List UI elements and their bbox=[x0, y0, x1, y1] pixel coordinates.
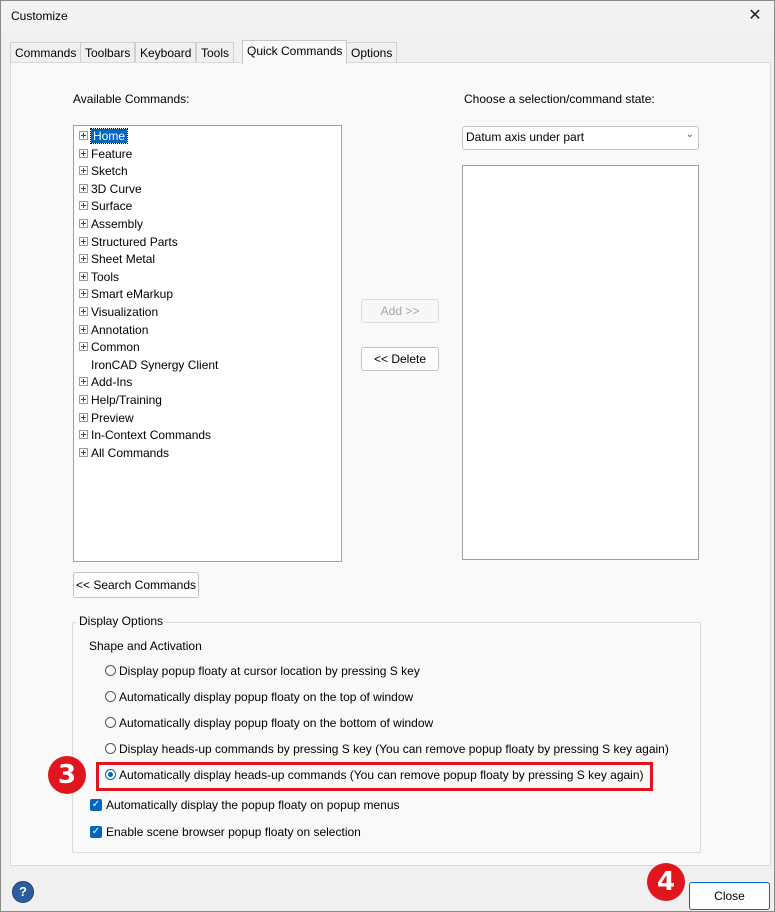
tree-item-home[interactable]: Home bbox=[79, 128, 127, 145]
command-state-label: Choose a selection/command state: bbox=[464, 92, 655, 106]
tab-toolbars[interactable]: Toolbars bbox=[80, 42, 135, 63]
expand-icon[interactable] bbox=[79, 342, 88, 351]
delete-button[interactable]: << Delete bbox=[361, 347, 439, 371]
expand-icon[interactable] bbox=[79, 377, 88, 386]
step-3-badge: 3 bbox=[48, 756, 86, 794]
tree-item-feature[interactable]: Feature bbox=[79, 146, 132, 163]
expand-icon[interactable] bbox=[79, 166, 88, 175]
tree-item-annotation[interactable]: Annotation bbox=[79, 322, 148, 339]
title-bar bbox=[1, 1, 774, 33]
expand-icon[interactable] bbox=[79, 448, 88, 457]
expand-icon[interactable] bbox=[79, 413, 88, 422]
expand-icon[interactable] bbox=[79, 254, 88, 263]
tree-item-assembly[interactable]: Assembly bbox=[79, 216, 143, 233]
available-commands-tree[interactable] bbox=[73, 125, 342, 562]
radio-top-of-window[interactable]: Automatically display popup floaty on the top of window bbox=[105, 688, 413, 706]
expand-icon[interactable] bbox=[79, 184, 88, 193]
tab-tools[interactable]: Tools bbox=[196, 42, 234, 63]
search-commands-button[interactable]: << Search Commands bbox=[73, 572, 199, 598]
step-4-badge: 4 bbox=[647, 863, 685, 901]
checkbox-scene-browser[interactable]: ✓ Enable scene browser popup floaty on selection bbox=[91, 825, 361, 839]
shape-activation-label: Shape and Activation bbox=[89, 639, 202, 653]
step-highlight-box bbox=[96, 762, 653, 791]
available-commands-label: Available Commands: bbox=[73, 92, 190, 106]
checkmark-icon[interactable]: ✓ bbox=[91, 825, 101, 837]
tab-quick-commands[interactable]: Quick Commands bbox=[242, 40, 347, 64]
expand-icon[interactable] bbox=[79, 131, 88, 140]
tree-item-surface[interactable]: Surface bbox=[79, 198, 132, 215]
radio-auto-heads-up[interactable]: Automatically display heads-up commands (You can remove popup floaty by pressing S key again) bbox=[105, 766, 644, 784]
expand-icon[interactable] bbox=[79, 430, 88, 439]
chevron-down-icon: ⌄ bbox=[685, 129, 694, 140]
display-options-title: Display Options bbox=[76, 614, 166, 628]
radio-button[interactable] bbox=[105, 691, 116, 702]
tree-item-all-commands[interactable]: All Commands bbox=[79, 445, 169, 462]
quick-commands-list[interactable] bbox=[462, 165, 699, 560]
add-button[interactable]: Add >> bbox=[361, 299, 439, 323]
tree-item-smart-emarkup[interactable]: Smart eMarkup bbox=[79, 286, 173, 303]
expand-icon[interactable] bbox=[79, 149, 88, 158]
display-options-group bbox=[72, 622, 701, 853]
expand-icon[interactable] bbox=[79, 201, 88, 210]
tree-item-ironcad-synergy-client[interactable]: IronCAD Synergy Client bbox=[91, 358, 219, 372]
help-icon[interactable]: ? bbox=[12, 881, 34, 903]
expand-icon[interactable] bbox=[79, 289, 88, 298]
tree-item-tools[interactable]: Tools bbox=[79, 269, 119, 286]
expand-icon[interactable] bbox=[79, 395, 88, 404]
tree-item-sheet-metal[interactable]: Sheet Metal bbox=[79, 251, 155, 268]
tree-item-preview[interactable]: Preview bbox=[79, 410, 134, 427]
tab-options[interactable]: Options bbox=[346, 42, 397, 63]
tree-item-common[interactable]: Common bbox=[79, 339, 140, 356]
tab-commands[interactable]: Commands bbox=[10, 42, 81, 63]
radio-heads-up-s-key[interactable]: Display heads-up commands by pressing S key (You can remove popup floaty by pressing S key again) bbox=[105, 740, 669, 758]
tree-item-add-ins[interactable]: Add-Ins bbox=[79, 374, 132, 391]
command-state-value: Datum axis under part bbox=[466, 130, 585, 144]
checkmark-icon[interactable]: ✓ bbox=[91, 798, 101, 810]
radio-bottom-of-window[interactable]: Automatically display popup floaty on the bottom of window bbox=[105, 714, 433, 732]
expand-icon[interactable] bbox=[79, 325, 88, 334]
window-title: Customize bbox=[11, 9, 68, 23]
tab-keyboard[interactable]: Keyboard bbox=[135, 42, 196, 63]
expand-icon[interactable] bbox=[79, 219, 88, 228]
tree-item-visualization[interactable]: Visualization bbox=[79, 304, 158, 321]
radio-button[interactable] bbox=[105, 665, 116, 676]
radio-button[interactable] bbox=[105, 743, 116, 754]
tree-item-structured-parts[interactable]: Structured Parts bbox=[79, 234, 178, 251]
close-icon[interactable]: ✕ bbox=[748, 7, 762, 24]
expand-icon[interactable] bbox=[79, 307, 88, 316]
radio-cursor-location[interactable]: Display popup floaty at cursor location by pressing S key bbox=[105, 662, 420, 680]
radio-button[interactable] bbox=[105, 717, 116, 728]
checkbox-popup-menus[interactable]: ✓ Automatically display the popup floaty on popup menus bbox=[91, 798, 400, 812]
command-state-select[interactable] bbox=[462, 126, 699, 150]
tree-item-sketch[interactable]: Sketch bbox=[79, 163, 128, 180]
tree-item-help-training[interactable]: Help/Training bbox=[79, 392, 162, 409]
tree-item-in-context-commands[interactable]: In-Context Commands bbox=[79, 427, 211, 444]
close-button[interactable]: Close bbox=[689, 882, 770, 910]
expand-icon[interactable] bbox=[79, 272, 88, 281]
tree-item-3d-curve[interactable]: 3D Curve bbox=[79, 181, 142, 198]
expand-icon[interactable] bbox=[79, 237, 88, 246]
